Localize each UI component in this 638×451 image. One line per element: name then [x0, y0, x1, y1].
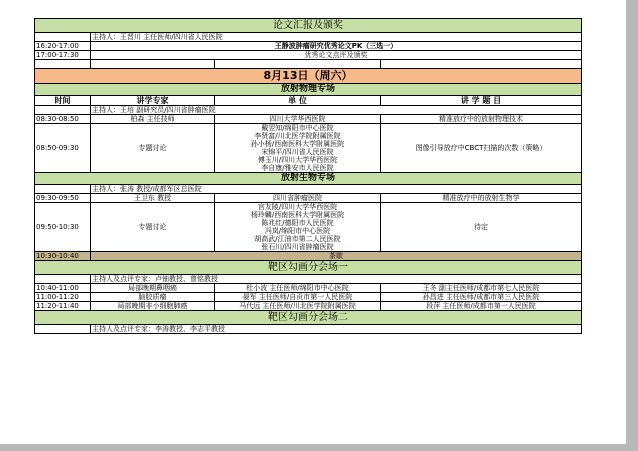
tea-break-label: 茶歇 — [91, 252, 582, 261]
panelist-list — [215, 124, 381, 173]
expert-cell: 马代远 主任医师/川北医学院附属医院 — [215, 302, 381, 311]
panelist: 孙小杨/西南医科大学附属医院 — [250, 140, 345, 148]
column-header-speaker: 讲学专家 — [91, 96, 215, 106]
column-header-unit: 单 位 — [215, 96, 381, 106]
expert-cell: 晏军 主任医师/自贡市第一人民医院 — [215, 293, 381, 302]
host-row — [35, 106, 582, 115]
host-text: 主持人及点评专家：卢铀教授、曾铭教授 — [91, 275, 582, 284]
section-header-award — [35, 19, 582, 33]
tea-break-row — [35, 252, 582, 261]
host-row — [35, 185, 582, 194]
time-cell: 17:00-17:30 — [35, 51, 91, 60]
time-cell: 09:30-09:50 — [35, 194, 91, 203]
host-text: 主持人：王晋川 主任医师/四川省人民医院 — [91, 33, 582, 42]
section-title: 论文汇报及颁奖 — [35, 19, 582, 33]
panelist: 傅玉川/四川大学华西医院 — [257, 156, 338, 164]
topic-cell: 局部晚期非小细胞肺癌 — [91, 302, 215, 311]
column-header-row — [35, 96, 582, 106]
unit-cell: 四川大学华西医院 — [215, 115, 381, 124]
host-row — [35, 33, 582, 42]
table-row — [35, 42, 582, 51]
panelist: 陈兆红/德阳市人民医院 — [261, 219, 334, 227]
table-row — [35, 115, 582, 124]
table-row — [35, 293, 582, 302]
section-header-target-2 — [35, 311, 582, 325]
table-row — [35, 284, 582, 293]
column-header-time: 时间 — [35, 96, 91, 106]
section-title: 放射物理专场 — [35, 84, 582, 96]
time-cell: 08:50-09:30 — [35, 124, 91, 173]
time-cell: 11:00-11:20 — [35, 293, 91, 302]
content-cell: 王静波肿瘤研究优秀论文PK（三选一） — [91, 42, 582, 51]
time-cell: 09:50-10:30 — [35, 203, 91, 252]
column-header-topic: 讲 学 题 目 — [381, 96, 582, 106]
host-row — [35, 275, 582, 284]
topic-cell: 精准放疗中的放射物理技术 — [381, 115, 582, 124]
schedule-table — [34, 18, 582, 334]
host-text: 主持人：张涛 教授/成都军区总医院 — [91, 185, 582, 194]
panelist: 宫友陵/四川大学华西医院 — [257, 203, 338, 211]
discussion-row — [35, 124, 582, 173]
panelist: 李贤富/川北医学院附属医院 — [254, 132, 341, 140]
expert-cell: 孙昌进 主任医师/成都市第三人民医院 — [381, 293, 582, 302]
expert-cell: 段萍 主任医师/成都市第一人民医院 — [381, 302, 582, 311]
time-cell: 10:40-11:00 — [35, 284, 91, 293]
topic-cell: 局部晚期鼻咽癌 — [91, 284, 215, 293]
panelist: 张石川/四川省肿瘤医院 — [261, 243, 334, 251]
section-header-target-1 — [35, 261, 582, 275]
panelist-list — [215, 203, 381, 252]
topic-cell: 脑胶质瘤 — [91, 293, 215, 302]
speaker-cell: 王卫东 教授 — [91, 194, 215, 203]
table-row — [35, 194, 582, 203]
discussion-row — [35, 203, 582, 252]
host-row — [35, 325, 582, 334]
section-title: 靶区勾画分会场一 — [35, 261, 582, 275]
time-cell: 11:20-11:40 — [35, 302, 91, 311]
host-text: 主持人：王培 副研究员/四川省肿瘤医院 — [91, 106, 582, 115]
section-header-physics — [35, 84, 582, 96]
panelist: 杨玲麟/西南医科大学附属医院 — [250, 211, 345, 219]
time-cell: 08:30-08:50 — [35, 115, 91, 124]
expert-cell: 杜小波 主任医师/绵阳市中心医院 — [215, 284, 381, 293]
time-cell: 16:20-17:00 — [35, 42, 91, 51]
topic-cell: 精准放疗中的放射生物学 — [381, 194, 582, 203]
day-header — [35, 69, 582, 84]
day-title: 8月13日（周六） — [35, 69, 582, 84]
section-title: 放射生物专场 — [35, 173, 582, 185]
expert-cell: 王冬 副主任医师/成都市第七人民医院 — [381, 284, 582, 293]
panelist: 戴翌知/绵阳市中心医院 — [261, 124, 334, 132]
panelist: 李自康/雅安市人民医院 — [261, 164, 334, 172]
section-title: 靶区勾画分会场二 — [35, 311, 582, 325]
panelist: 冯岚/绵阳市中心医院 — [264, 227, 331, 235]
blank-row — [35, 60, 582, 69]
table-row — [35, 302, 582, 311]
table-row — [35, 51, 582, 60]
host-text: 主持人及点评专家：李涛教授、李志平教授 — [91, 325, 582, 334]
time-cell: 10:30-10:40 — [35, 252, 91, 261]
content-cell: 优秀论文点评及颁奖 — [91, 51, 582, 60]
topic-cell: 待定 — [381, 203, 582, 252]
panelist: 胡高武/江油市第二人民医院 — [254, 235, 341, 243]
speaker-cell: 专题讨论 — [91, 124, 215, 173]
panelist: 宋锦平/四川省人民医院 — [261, 148, 334, 156]
unit-cell: 四川省肿瘤医院 — [215, 194, 381, 203]
speaker-cell: 柏森 主任技师 — [91, 115, 215, 124]
speaker-cell: 专题讨论 — [91, 203, 215, 252]
section-header-biology — [35, 173, 582, 185]
topic-cell: 图像引导放疗中CBCT扫描的次数（策略） — [381, 124, 582, 173]
